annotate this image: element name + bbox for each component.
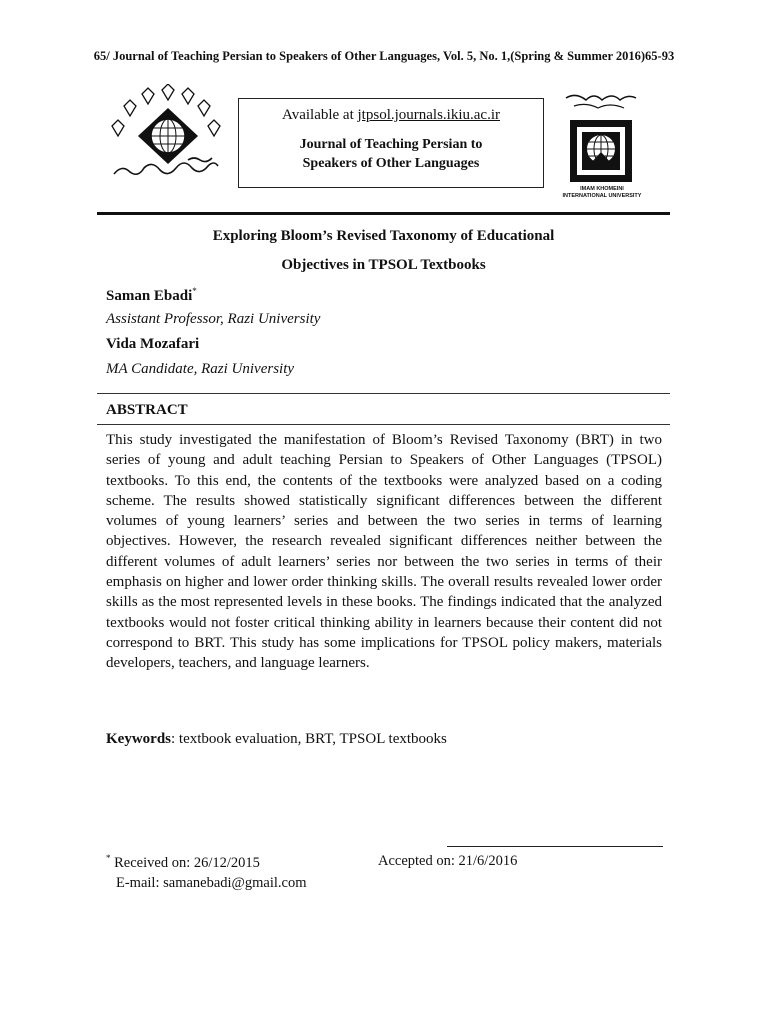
footnote-rule xyxy=(447,846,663,847)
article-title-line1: Exploring Bloom’s Revised Taxonomy of Educational xyxy=(212,228,555,244)
abstract-top-rule xyxy=(97,393,670,394)
header-rule xyxy=(97,212,670,215)
author-1-affiliation: Assistant Professor, Razi University xyxy=(106,311,321,327)
caption-line1: IMAM KHOMEINI xyxy=(580,186,624,192)
journal-website-link[interactable]: jtpsol.journals.ikiu.ac.ir xyxy=(357,107,500,123)
journal-info-box xyxy=(238,98,544,188)
author-1-name: Saman Ebadi xyxy=(106,288,193,304)
abstract-heading-rule xyxy=(97,424,670,425)
author-email: E-mail: samanebadi@gmail.com xyxy=(116,875,307,891)
author-2-affiliation: MA Candidate, Razi University xyxy=(106,361,295,377)
keywords-line xyxy=(106,731,447,748)
keywords-text: : textbook evaluation, BRT, TPSOL textbooks xyxy=(171,731,447,747)
availability-label: Available at xyxy=(281,107,358,123)
article-title-line2: Objectives in TPSOL Textbooks xyxy=(281,257,486,273)
journal-name-line2: Speakers of Other Languages xyxy=(302,156,480,171)
journal-name-line1: Journal of Teaching Persian to xyxy=(299,137,483,152)
abstract-heading: ABSTRACT xyxy=(106,402,188,418)
footnote-received xyxy=(106,853,260,872)
university-logo xyxy=(560,92,644,204)
university-logo-caption xyxy=(560,186,644,200)
keywords-label: Keywords xyxy=(106,731,171,747)
author-1-footnote-mark: * xyxy=(192,286,197,296)
journal-logo xyxy=(104,84,228,186)
abstract-body: This study investigated the manifestation of Bloom’s Revised Taxonomy (BRT) in two series of young and adult teaching Persian to Speakers of Other Languages (TPSOL) textbooks. To this end, the contents of the textbooks were analyzed based on a coding scheme. The results showed statistically significant differences between the different volumes of young learners’ series and between the two series in terms of learning objectives. However, the research revealed significant differences neither between the different volumes of adult learners’ series nor between the two series in terms of their emphasis on higher and lower order thinking skills. The overall results revealed lower order skills as the most represented levels in these books. The findings indicated that the analyzed textbooks would not foster critical thinking ability in learners because their content did not correspond to BRT. This study has some implications for TPSOL policy makers, materials developers, teachers, and language learners. xyxy=(106,432,662,672)
caption-line2: INTERNATIONAL UNIVERSITY xyxy=(562,193,642,199)
journal-name xyxy=(239,135,543,173)
running-head: 65/ Journal of Teaching Persian to Speakers of Other Languages, Vol. 5, No. 1,(Spring & Summer 2016)65-93 xyxy=(93,49,675,63)
accepted-date: Accepted on: 21/6/2016 xyxy=(378,853,518,869)
footnote-mark: * xyxy=(106,853,111,863)
author-name xyxy=(106,286,197,305)
author-2-name: Vida Mozafari xyxy=(106,336,200,352)
availability-line xyxy=(239,107,543,124)
received-date: Received on: 26/12/2015 xyxy=(110,854,260,871)
